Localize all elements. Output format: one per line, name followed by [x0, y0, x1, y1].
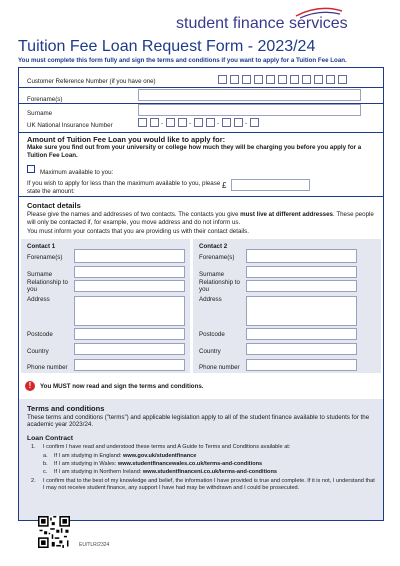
max-amount-checkbox[interactable]	[27, 165, 35, 173]
sub-b-label: b.	[43, 461, 48, 467]
amount-field[interactable]	[231, 179, 310, 191]
northern-ireland-link[interactable]: www.studentfinanceni.co.uk/terms-and-conditions	[142, 469, 277, 475]
brand-logo	[176, 7, 376, 35]
qr-code-icon	[38, 516, 70, 548]
surname-field[interactable]	[138, 104, 361, 116]
contact-2-forenames-label: Forename(s)	[199, 254, 235, 261]
max-amount-label: Maximum available to you:	[40, 169, 114, 176]
contact-2-postcode-label: Postcode	[199, 331, 225, 338]
form-reference-code: EU/TLR/2324	[79, 542, 110, 548]
crn-label: Customer Reference Number (if you have one)	[27, 78, 156, 85]
sub-c-label: c.	[43, 469, 48, 475]
contact-1-surname-label: Surname	[27, 271, 53, 278]
contact-2-postcode-field[interactable]	[246, 328, 357, 340]
page-title: Tuition Fee Loan Request Form - 2023/24	[18, 38, 316, 55]
contact-1-relationship-label: Relationship to you	[27, 279, 68, 293]
sub-b-text: If I am studying in Wales: www.studentfinancewales.co.uk/terms-and-conditions	[54, 461, 263, 467]
contact-1-phone-label: Phone number	[27, 364, 68, 371]
contact-1-country-label: Country	[27, 348, 49, 355]
contact-2-relationship-label: Relationship to you	[199, 279, 240, 293]
contact-2-forenames-field[interactable]	[246, 249, 357, 263]
contact-1-address-label: Address	[27, 296, 50, 303]
contact-2-heading: Contact 2	[199, 243, 228, 250]
contact-1-phone-field[interactable]	[74, 359, 185, 371]
divider	[19, 132, 383, 133]
contact-1-postcode-field[interactable]	[74, 328, 185, 340]
contact-2-phone-label: Phone number	[199, 364, 240, 371]
amount-instruction: Make sure you find out from your university or college how much they will be charging you before you apply for a Tuition Fee Loan.	[27, 144, 362, 159]
less-amount-label: If you wish to apply for less than the maximum available to you, please state the amount:	[27, 180, 221, 195]
ni-label: UK National Insurance Number	[27, 122, 113, 129]
divider	[19, 196, 383, 197]
page-subtitle: You must complete this form fully and sign the terms and conditions if you want to apply for a Tuition Fee Loan.	[18, 57, 347, 64]
divider	[19, 87, 383, 88]
item-1-text: I confirm I have read and understood these terms and A Guide to Terms and Conditions available at:	[43, 444, 291, 450]
wales-link[interactable]: www.studentfinancewales.co.uk/terms-and-conditions	[117, 461, 263, 467]
contacts-intro: Please give the names and addresses of two contacts. The contacts you give must live at different addresses. These people will only be contacted if, for example, you move address and do not inform us.	[27, 211, 374, 226]
england-link[interactable]: www.gov.uk/studentfinance	[123, 453, 197, 459]
sub-c-text: If I am studying in Northern Ireland: www.studentfinanceni.co.uk/terms-and-conditions	[54, 469, 277, 475]
item-2-number: 2.	[31, 478, 36, 484]
contact-1-country-field[interactable]	[74, 343, 185, 355]
terms-heading: Terms and conditions	[27, 404, 105, 413]
warning-text: You MUST now read and sign the terms and conditions.	[40, 383, 204, 390]
sub-a-label: a.	[43, 453, 48, 459]
contacts-heading: Contact details	[27, 201, 81, 210]
contact-1-forenames-field[interactable]	[74, 249, 185, 263]
contact-1-surname-field[interactable]	[74, 266, 185, 278]
amount-heading: Amount of Tuition Fee Loan you would like to apply for:	[27, 135, 226, 144]
contact-2-surname-label: Surname	[199, 271, 225, 278]
contact-1-forenames-label: Forename(s)	[27, 254, 63, 261]
contact-1-address-field[interactable]	[74, 296, 185, 326]
contact-2-relationship-field[interactable]	[246, 280, 357, 292]
logo-text: student finance services	[176, 15, 348, 32]
item-2-text: I confirm that to the best of my knowledge and belief, the information I have provided is true and complete. If it is not, I understand that I may not receive student finance, any support I have had may be withdrawn and I could be prosecuted.	[43, 478, 375, 491]
contact-1-heading: Contact 1	[27, 243, 56, 250]
exclamation-icon: !	[25, 381, 35, 391]
contacts-intro-line3: You must inform your contacts that you are providing us with their contact details.	[27, 228, 249, 235]
contact-2-country-field[interactable]	[246, 343, 357, 355]
item-1-number: 1.	[31, 444, 36, 450]
contact-2-country-label: Country	[199, 348, 221, 355]
contact-2-address-label: Address	[199, 296, 222, 303]
forenames-field[interactable]	[138, 89, 361, 101]
surname-label: Surname	[27, 110, 53, 117]
contact-2-surname-field[interactable]	[246, 266, 357, 278]
currency-symbol: £	[222, 181, 227, 190]
logo-swoosh-icon	[294, 7, 344, 19]
contact-2-phone-field[interactable]	[246, 359, 357, 371]
sub-a-text: If I am studying in England: www.gov.uk/studentfinance	[54, 453, 197, 459]
loan-contract-heading: Loan Contract	[27, 435, 74, 442]
contact-1-relationship-field[interactable]	[74, 280, 185, 292]
contact-1-postcode-label: Postcode	[27, 331, 53, 338]
contact-2-address-field[interactable]	[246, 296, 357, 326]
forenames-label: Forename(s)	[27, 96, 63, 103]
terms-intro: These terms and conditions ("terms") and applicable legislation apply to all of the student finance available to students for the academic year 2023/24.	[27, 414, 370, 429]
